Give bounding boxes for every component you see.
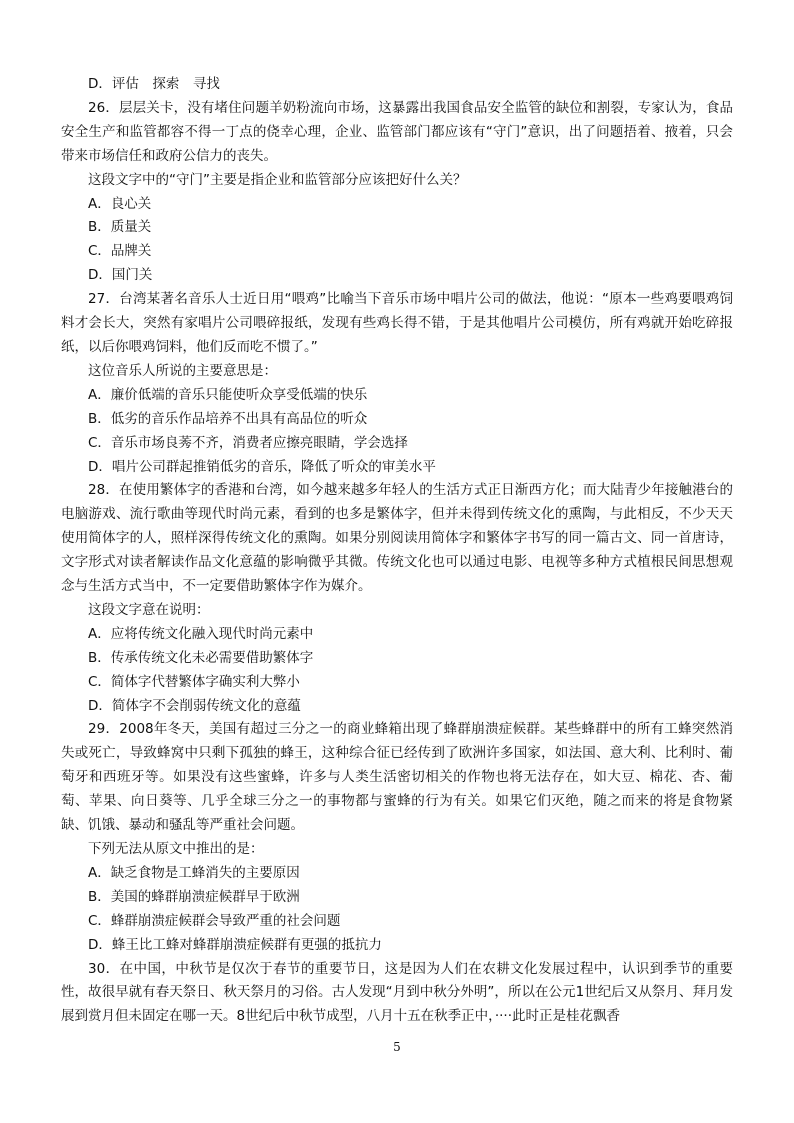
- question-prompt: 这段文字中的“守门”主要是指企业和监管部分应该把好什么关？: [88, 171, 467, 188]
- question-prompt: 这位音乐人所说的主要意思是：: [88, 362, 277, 379]
- option-item: A．良心关: [88, 195, 152, 212]
- page-content: [61, 73, 733, 1029]
- option-item: C．简体字代替繁体字确实利大弊小: [88, 673, 300, 690]
- option-item: D．国门关: [88, 267, 153, 284]
- option-item: A．廉价低端的音乐只能使听众享受低端的快乐: [88, 386, 368, 403]
- option-item: A．应将传统文化融入现代时尚元素中: [88, 625, 314, 642]
- option-item: C．音乐市场良莠不齐，消费者应擦亮眼睛，学会选择: [88, 434, 408, 451]
- question-passage: 26．层层关卡，没有堵住问题羊奶粉流向市场，这暴露出我国食品安全监管的缺位和割裂，专家认为，食品安全生产和监管都容不得一丁点的侥幸心理，企业、监管部门都应该有“守门”意识，出了问题捂着、掖着，只会带来市场信任和政府公信力的丧失。: [61, 99, 733, 164]
- option-item: B．质量关: [88, 219, 152, 236]
- page-number: 5: [393, 1040, 401, 1054]
- option-item: B．传承传统文化未必需要借助繁体字: [88, 649, 314, 666]
- question-passage: 27．台湾某著名音乐人士近日用“喂鸡”比喻当下音乐市场中唱片公司的做法，他说：“原本一些鸡要喂鸡饲料才会长大，突然有家唱片公司喂碎报纸，发现有些鸡长得不错，于是其他唱片公司模仿，所有鸡就开始吃碎报纸，以后你喂鸡饲料，他们反而吃不惯了。”: [61, 291, 733, 355]
- question-30: [61, 958, 733, 1030]
- question-28: [61, 479, 733, 718]
- question-passage: 30．在中国，中秋节是仅次于春节的重要节日，这是因为人们在农耕文化发展过程中，认识到季节的重要性，故很早就有春天祭日、秋天祭月的习俗。古人发现“月到中秋分外明”，所以在公元1世纪后又从祭月、拜月发展到赏月但未固定在哪一天。8世纪后中秋节成型，八月十五在秋季正中，····此时正是桂花飘香: [61, 960, 733, 1025]
- option-item: B．低劣的音乐作品培养不出具有高品位的听众: [88, 410, 368, 427]
- question-prompt: 这段文字意在说明：: [88, 601, 210, 618]
- question-passage: 28．在使用繁体字的香港和台湾，如今越来越多年轻人的生活方式正日渐西方化；而大陆青少年接触港台的电脑游戏、流行歌曲等现代时尚元素，看到的也多是繁体字，但并未得到传统文化的熏陶，与此相反，不少天天使用简体字的人，照样深得传统文化的熏陶。如果分别阅读用简体字和繁体字书写的同一篇古文、同一首唐诗，文字形式对读者解读作品文化意蕴的影响微乎其微。传统文化也可以通过电影、电视等多种方式植根民间思想观念与生活方式当中，不一定要借助繁体字作为媒介。: [61, 482, 733, 595]
- option-item: D．唱片公司群起推销低劣的音乐，降低了听众的审美水平: [88, 458, 436, 475]
- question-passage: 29．2008年冬天，美国有超过三分之一的商业蜂箱出现了蜂群崩溃症候群。某些蜂群中的所有工蜂突然消失或死亡，导致蜂窝中只剩下孤独的蜂王，这种综合征已经传到了欧洲许多国家，如法国、意大利、比利时、葡萄牙和西班牙等。如果没有这些蜜蜂，许多与人类生活密切相关的作物也将无法存在，如大豆、棉花、杏、葡萄、苹果、向日葵等、几乎全球三分之一的事物都与蜜蜂的行为有关。如果它们灭绝，随之而来的将是食物紧缺、饥饿、暴动和骚乱等严重社会问题。: [61, 721, 733, 834]
- option-item: C．品牌关: [88, 243, 152, 260]
- option-item: D．蜂王比工蜂对蜂群崩溃症候群有更强的抵抗力: [88, 936, 382, 953]
- question-26: [61, 97, 733, 288]
- option-item: D．简体字不会削弱传统文化的意蕴: [88, 697, 301, 714]
- question-27: [61, 288, 733, 479]
- question-prompt: 下列无法从原文中推出的是：: [88, 841, 264, 857]
- option-item: B．美国的蜂群崩溃症候群早于欧洲: [88, 888, 300, 905]
- option-item: D．评估 探索 寻找: [88, 76, 220, 92]
- option-item: A．缺乏食物是工蜂消失的主要原因: [88, 864, 300, 881]
- option-item: C．蜂群崩溃症候群会导致严重的社会问题: [88, 912, 341, 929]
- question-29: [61, 718, 733, 957]
